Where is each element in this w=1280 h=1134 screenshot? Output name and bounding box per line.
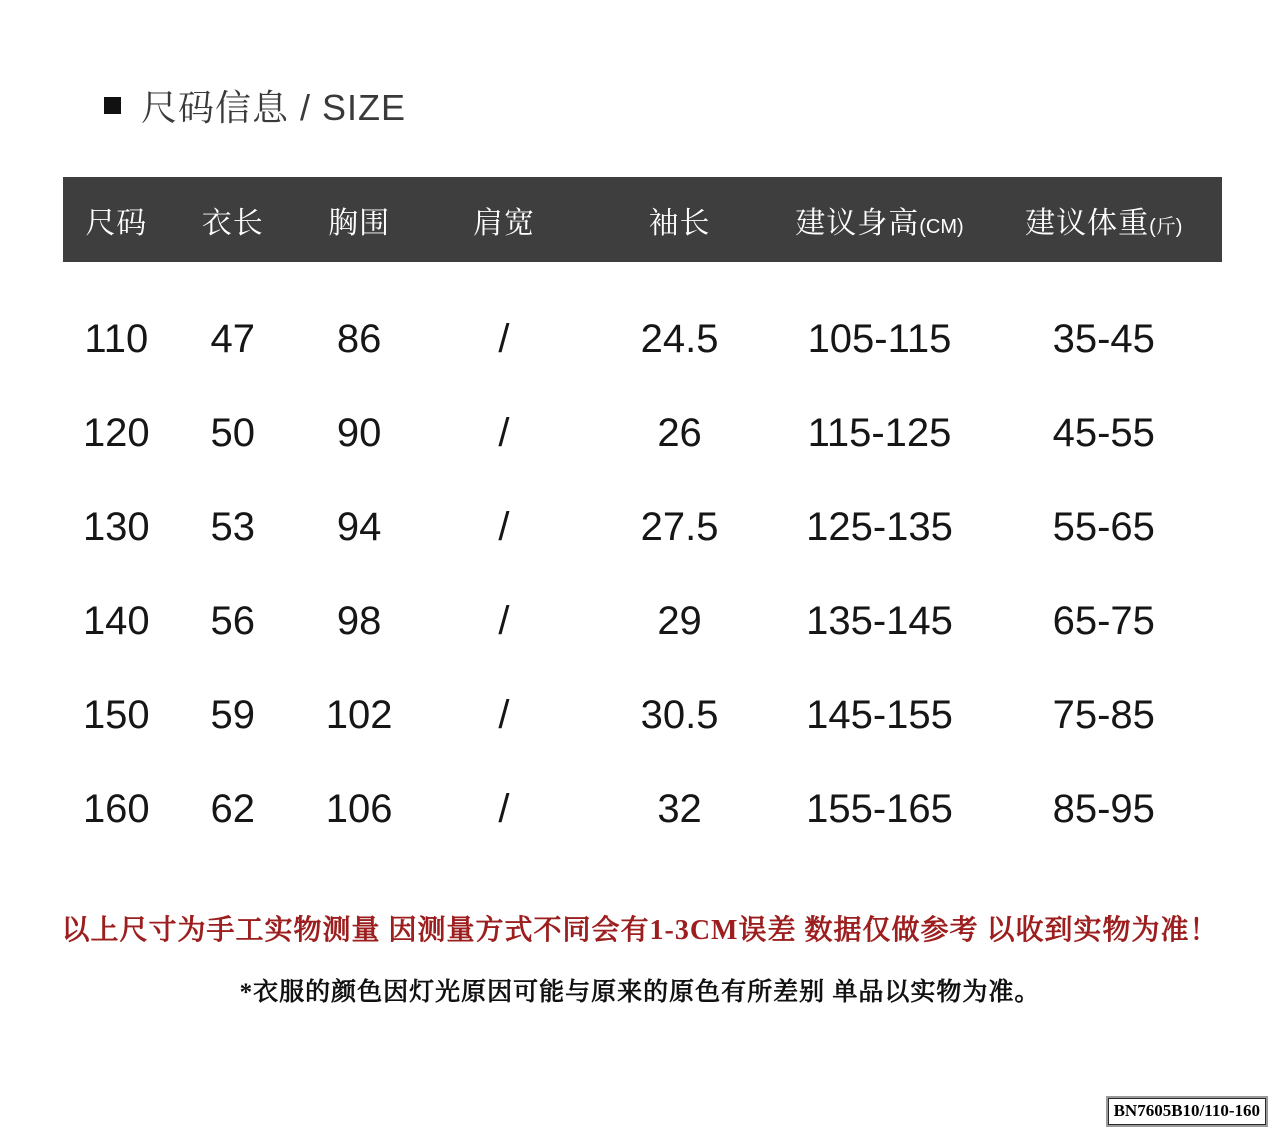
column-header-label: 肩宽: [472, 206, 535, 240]
cell-sleeve: 26: [657, 410, 702, 455]
cell-shoulder: /: [498, 692, 510, 737]
column-header-height: [773, 198, 985, 242]
cell-length: 56: [210, 598, 256, 643]
table-row: [63, 668, 1222, 762]
cell-height: 105-115: [807, 316, 952, 361]
cell-length: 59: [210, 692, 256, 737]
cell-chest: 86: [336, 316, 382, 361]
product-code-badge: BN7605B10/110-160: [1106, 1096, 1268, 1127]
page-title-text: 尺码信息 / SIZE: [141, 87, 407, 128]
cell-chest: 98: [336, 598, 382, 643]
cell-shoulder: /: [498, 316, 510, 361]
size-table-header: [63, 177, 1222, 262]
cell-weight: 75-85: [1052, 692, 1155, 737]
column-header-size: [63, 198, 170, 242]
cell-weight: 85-95: [1052, 786, 1155, 831]
cell-size: 150: [82, 692, 150, 737]
size-table-body: [63, 262, 1222, 856]
table-row: [63, 762, 1222, 856]
cell-size: 160: [82, 786, 150, 831]
cell-sleeve: 32: [657, 786, 702, 831]
column-header-chest: [296, 198, 422, 242]
cell-height: 125-135: [806, 504, 953, 549]
cell-chest: 94: [336, 504, 382, 549]
cell-sleeve: 29: [657, 598, 702, 643]
column-header-unit: (斤): [1149, 215, 1183, 238]
cell-size: 120: [82, 410, 150, 455]
column-header-label: 尺码: [85, 206, 148, 240]
cell-shoulder: /: [498, 786, 510, 831]
cell-weight: 35-45: [1052, 316, 1155, 361]
cell-chest: 106: [325, 786, 393, 831]
square-bullet-icon: [104, 97, 121, 114]
cell-height: 135-145: [806, 598, 953, 643]
cell-size: 110: [84, 316, 149, 361]
cell-chest: 102: [325, 692, 393, 737]
cell-length: 53: [210, 504, 256, 549]
cell-weight: 45-55: [1052, 410, 1155, 455]
column-header-length: [170, 198, 296, 242]
cell-sleeve: 27.5: [640, 504, 719, 549]
cell-length: 47: [210, 316, 256, 361]
color-disclaimer: *衣服的颜色因灯光原因可能与原来的原色有所差别 单品以实物为准。: [239, 979, 1041, 1006]
table-row: [63, 292, 1222, 386]
cell-size: 140: [82, 598, 150, 643]
size-table: [63, 177, 1222, 856]
column-header-label: 建议身高: [795, 206, 920, 240]
cell-chest: 90: [336, 410, 382, 455]
table-row: [63, 480, 1222, 574]
cell-height: 115-125: [807, 410, 952, 455]
cell-shoulder: /: [498, 598, 510, 643]
cell-sleeve: 24.5: [640, 316, 719, 361]
cell-shoulder: /: [498, 410, 510, 455]
cell-size: 130: [82, 504, 150, 549]
cell-length: 62: [210, 786, 256, 831]
cell-weight: 55-65: [1052, 504, 1155, 549]
column-header-sleeve: [586, 198, 774, 242]
column-header-label: 建议体重: [1025, 206, 1150, 240]
table-row: [63, 386, 1222, 480]
cell-weight: 65-75: [1052, 598, 1155, 643]
column-header-label: 胸围: [328, 206, 391, 240]
table-row: [63, 574, 1222, 668]
page-title: [104, 80, 1280, 131]
cell-length: 50: [210, 410, 256, 455]
measurement-disclaimer: 以上尺寸为手工实物测量 因测量方式不同会有1-3CM误差 数据仅做参考 以收到实物为准！: [61, 915, 1219, 946]
column-header-label: 袖长: [648, 206, 711, 240]
cell-height: 145-155: [806, 692, 953, 737]
column-header-weight: [986, 198, 1222, 242]
cell-sleeve: 30.5: [640, 692, 719, 737]
column-header-unit: (CM): [919, 215, 964, 238]
cell-height: 155-165: [806, 786, 953, 831]
cell-shoulder: /: [498, 504, 510, 549]
column-header-label: 衣长: [201, 206, 264, 240]
column-header-shoulder: [422, 198, 585, 242]
